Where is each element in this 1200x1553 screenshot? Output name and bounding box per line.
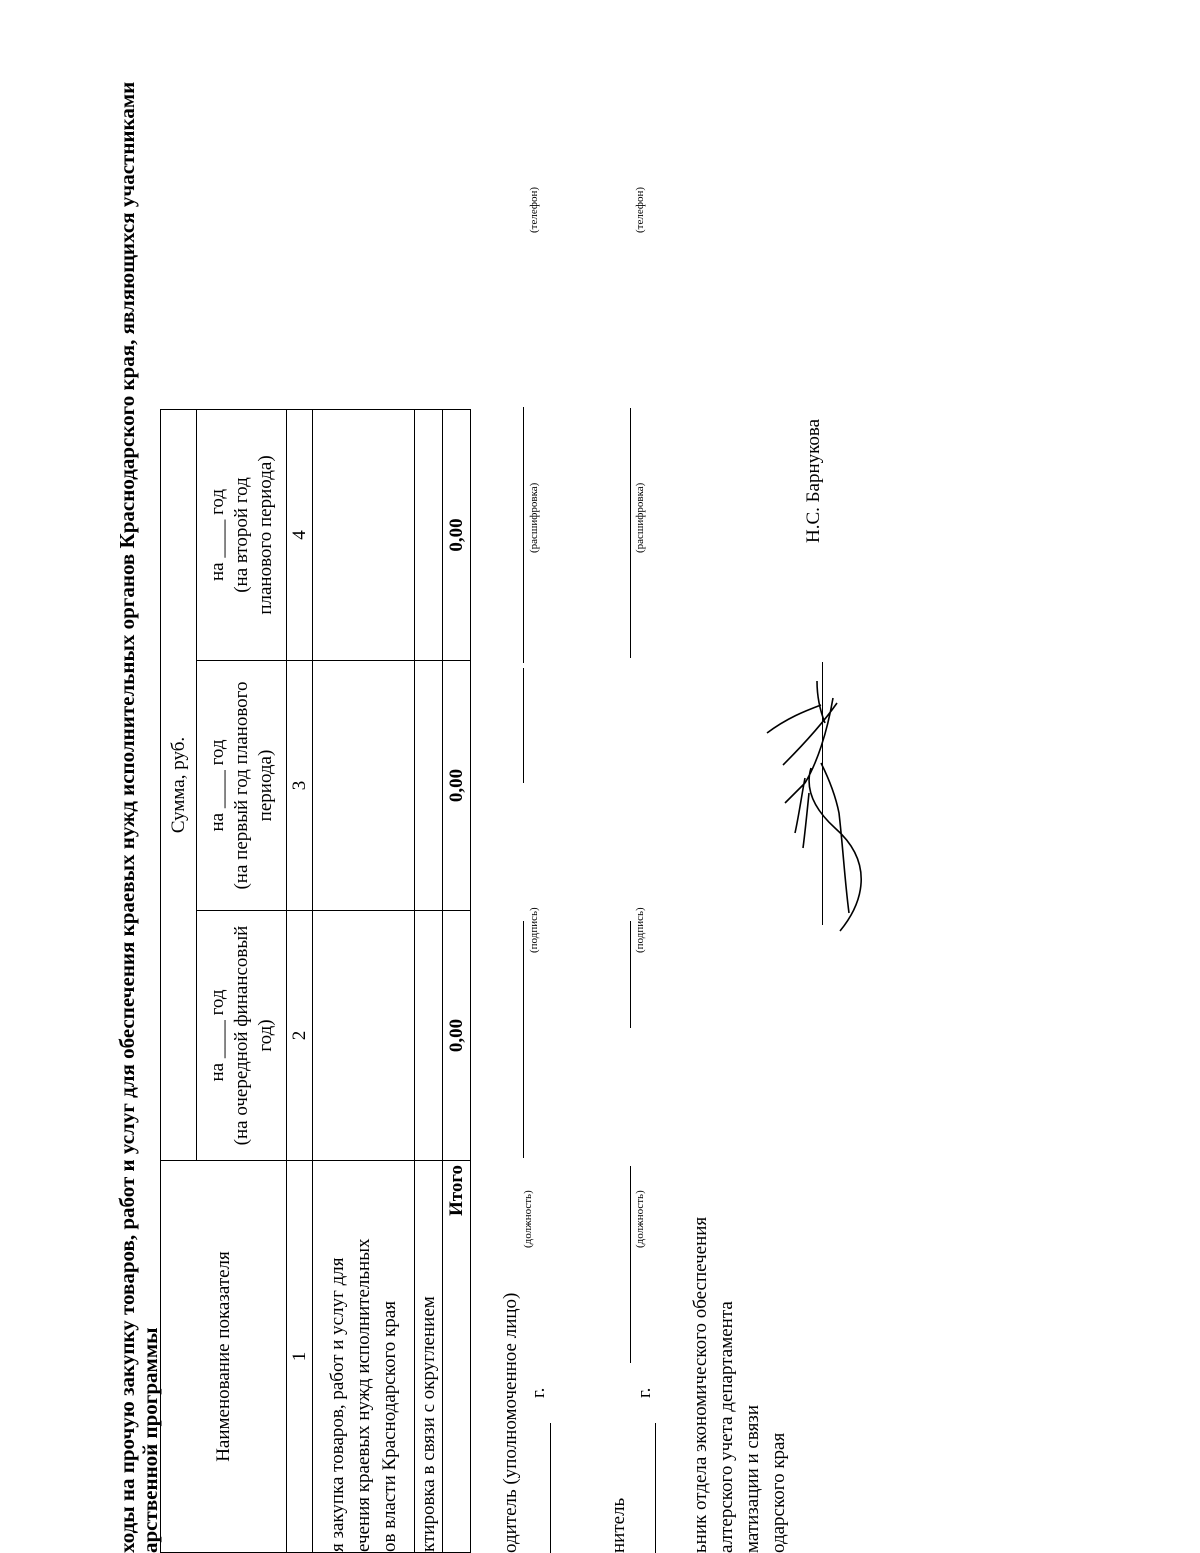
date-suffix: г. xyxy=(528,1387,549,1398)
official-title-line2: алтерского учета департамента xyxy=(716,1301,737,1553)
column-numbers-row xyxy=(287,410,313,1553)
handwritten-signature xyxy=(725,643,895,943)
row1-label-line2: ечения краевых нужд исполнительных xyxy=(352,1238,374,1552)
row2-label: ктировка в связи с округлением xyxy=(415,1161,443,1553)
official-signature-line xyxy=(822,662,823,925)
caption-decoding: (расшифровка) xyxy=(528,482,540,553)
caption-decoding: (расшифровка) xyxy=(634,482,646,553)
header-col2 xyxy=(197,911,287,1161)
date-suffix: г. xyxy=(634,1387,655,1398)
header-name: Наименование показателя xyxy=(212,1251,234,1462)
colnum-4: 4 xyxy=(287,410,313,661)
decoding-line xyxy=(630,408,631,658)
caption-signature: (подпись) xyxy=(528,907,540,953)
signature-line xyxy=(630,921,631,1028)
header-col2-line3: год) xyxy=(254,1019,276,1052)
header-col3 xyxy=(197,661,287,911)
table-row xyxy=(313,410,415,1553)
caption-phone: (телефон) xyxy=(634,186,646,233)
header-col3-line2: (на первый год планового xyxy=(230,681,252,890)
total-value-1: 0,00 xyxy=(443,911,471,1161)
official-name: Н.С. Барнукова xyxy=(803,418,824,543)
document-title-continued: арственной программы xyxy=(138,1327,162,1553)
expenses-table xyxy=(160,409,471,1553)
header-col3-line1: на ____ год xyxy=(206,739,228,832)
total-value-3: 0,00 xyxy=(443,410,471,661)
official-title-line1: ьник отдела экономического обеспечения xyxy=(690,1216,711,1553)
table-row xyxy=(415,410,443,1553)
date-line xyxy=(655,1423,656,1553)
row1-value-2 xyxy=(313,661,415,911)
row2-value-3 xyxy=(415,410,443,661)
header-col4-line3: планового периода) xyxy=(254,455,276,615)
colnum-1: 1 xyxy=(287,1161,313,1553)
executor-role: нитель xyxy=(608,1497,629,1553)
row1-value-3 xyxy=(313,410,415,661)
header-col4-line1: на ____ год xyxy=(206,488,228,582)
document-title: ходы на прочую закупку товаров, работ и услуг для обеспечения краевых нужд исполнительных органов Краснодарского края, являющихся участниками xyxy=(115,81,139,1553)
position-line xyxy=(630,1166,631,1363)
phone-line xyxy=(523,407,524,663)
header-col3-line3: периода) xyxy=(254,749,276,822)
header-sum: Сумма, руб. xyxy=(167,736,189,834)
colnum-3: 3 xyxy=(287,661,313,911)
row2-value-1 xyxy=(415,911,443,1161)
decoding-line xyxy=(523,668,524,783)
colnum-2: 2 xyxy=(287,911,313,1161)
row1-value-1 xyxy=(313,911,415,1161)
header-col2-line2: (на очередной финансовый xyxy=(230,925,252,1146)
header-col4 xyxy=(197,410,287,661)
official-title-line3: матизации и связи xyxy=(742,1405,763,1553)
header-col4-line2: (на второй год xyxy=(230,477,252,593)
caption-position: (должность) xyxy=(522,1190,534,1248)
row1-label-line3: ов власти Краснодарского края xyxy=(378,1301,400,1552)
caption-signature: (подпись) xyxy=(634,907,646,953)
row1-label xyxy=(313,1161,415,1553)
total-label: Итого xyxy=(443,1161,471,1553)
total-value-2: 0,00 xyxy=(443,661,471,911)
signer-role: одитель (уполномоченное лицо) xyxy=(500,1292,521,1553)
caption-position: (должность) xyxy=(634,1190,646,1248)
signature-line xyxy=(523,921,524,1158)
header-name-cell xyxy=(161,1161,287,1553)
total-row xyxy=(443,410,471,1553)
row1-label-line1: я закупка товаров, работ и услуг для xyxy=(326,1257,348,1552)
header-sum-cell xyxy=(161,410,197,1161)
date-line xyxy=(550,1423,551,1553)
caption-phone: (телефон) xyxy=(528,186,540,233)
header-col2-line1: на ____ год xyxy=(206,989,228,1082)
official-title-line4: одарского края xyxy=(768,1432,789,1553)
row2-value-2 xyxy=(415,661,443,911)
